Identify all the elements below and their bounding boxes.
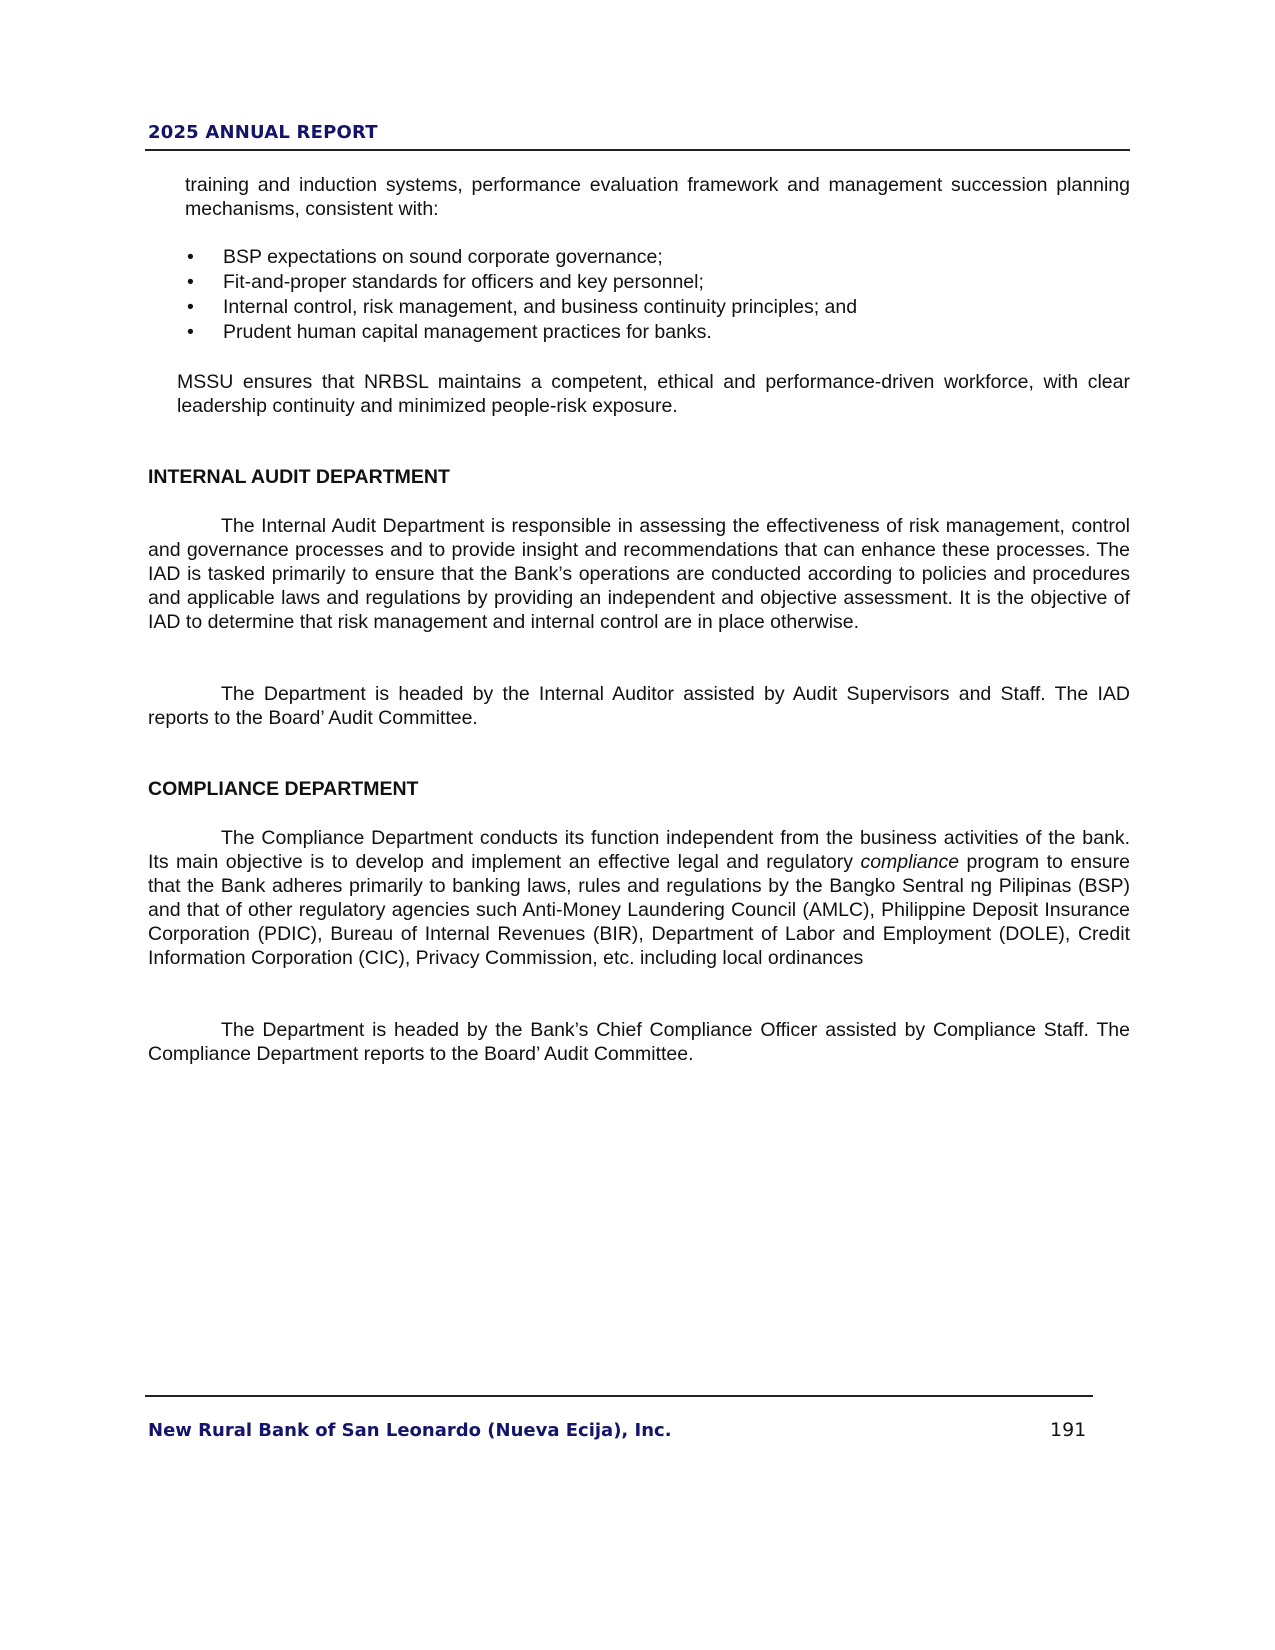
intro-paragraph: training and induction systems, performance evaluation framework and management succession planning mechanisms, consistent with: [185, 174, 1130, 220]
page-number: 191 [1050, 1419, 1087, 1441]
mssu-closing-paragraph: MSSU ensures that NRBSL maintains a competent, ethical and performance-driven workforce, with clear leadership continuity and minimized people-risk exposure. [177, 371, 1130, 417]
bullet-icon: • [187, 296, 194, 318]
list-item: • Internal control, risk management, and business continuity principles; and [187, 296, 858, 318]
governance-bullet-list [185, 245, 1135, 345]
footer-divider [145, 1395, 1093, 1397]
header-divider [145, 149, 1130, 151]
internal-audit-heading: INTERNAL AUDIT DEPARTMENT [148, 466, 450, 488]
compliance-paragraph-1: The Compliance Department conducts its function independent from the business activities of the bank. Its main objective is to develop and implement an effective legal and regulatory compliance program to ensure that the Bank adheres primarily to banking laws, rules and regulations by the Bangko Sentral ng Pilipinas (BSP) and that of other regulatory agencies such Anti-Money Laundering Council (AMLC), Philippine Deposit Insurance Corporation (PDIC), Bureau of Internal Revenues (BIR), Department of Labor and Employment (DOLE), Credit Information Corporation (CIC), Privacy Commission, etc. including local ordinances [148, 827, 1130, 969]
list-item: • Prudent human capital management practices for banks. [187, 321, 712, 343]
report-header-title: 2025 ANNUAL REPORT [148, 122, 378, 143]
bullet-icon: • [187, 246, 194, 268]
bullet-icon: • [187, 271, 194, 293]
compliance-emphasis: compliance [860, 851, 960, 873]
footer-bank-name: New Rural Bank of San Leonardo (Nueva Ecija), Inc. [148, 1420, 672, 1441]
compliance-paragraph-2: The Department is headed by the Bank’s Chief Compliance Officer assisted by Compliance Staff. The Compliance Department reports to the Board’ Audit Committee. [148, 1019, 1130, 1065]
internal-audit-paragraph-2: The Department is headed by the Internal Auditor assisted by Audit Supervisors and Staff. The IAD reports to the Board’ Audit Committee. [148, 683, 1130, 729]
compliance-heading: COMPLIANCE DEPARTMENT [148, 778, 419, 800]
list-item: • Fit-and-proper standards for officers and key personnel; [187, 271, 704, 293]
internal-audit-paragraph-1: The Internal Audit Department is responsible in assessing the effectiveness of risk management, control and governance processes and to provide insight and recommendations that can enhance these processes. The IAD is tasked primarily to ensure that the Bank’s operations are conducted according to policies and procedures and applicable laws and regulations by providing an independent and objective assessment. It is the objective of IAD to determine that risk management and internal control are in place otherwise. [148, 515, 1130, 633]
list-item: • BSP expectations on sound corporate governance; [187, 246, 663, 268]
bullet-icon: • [187, 321, 194, 343]
